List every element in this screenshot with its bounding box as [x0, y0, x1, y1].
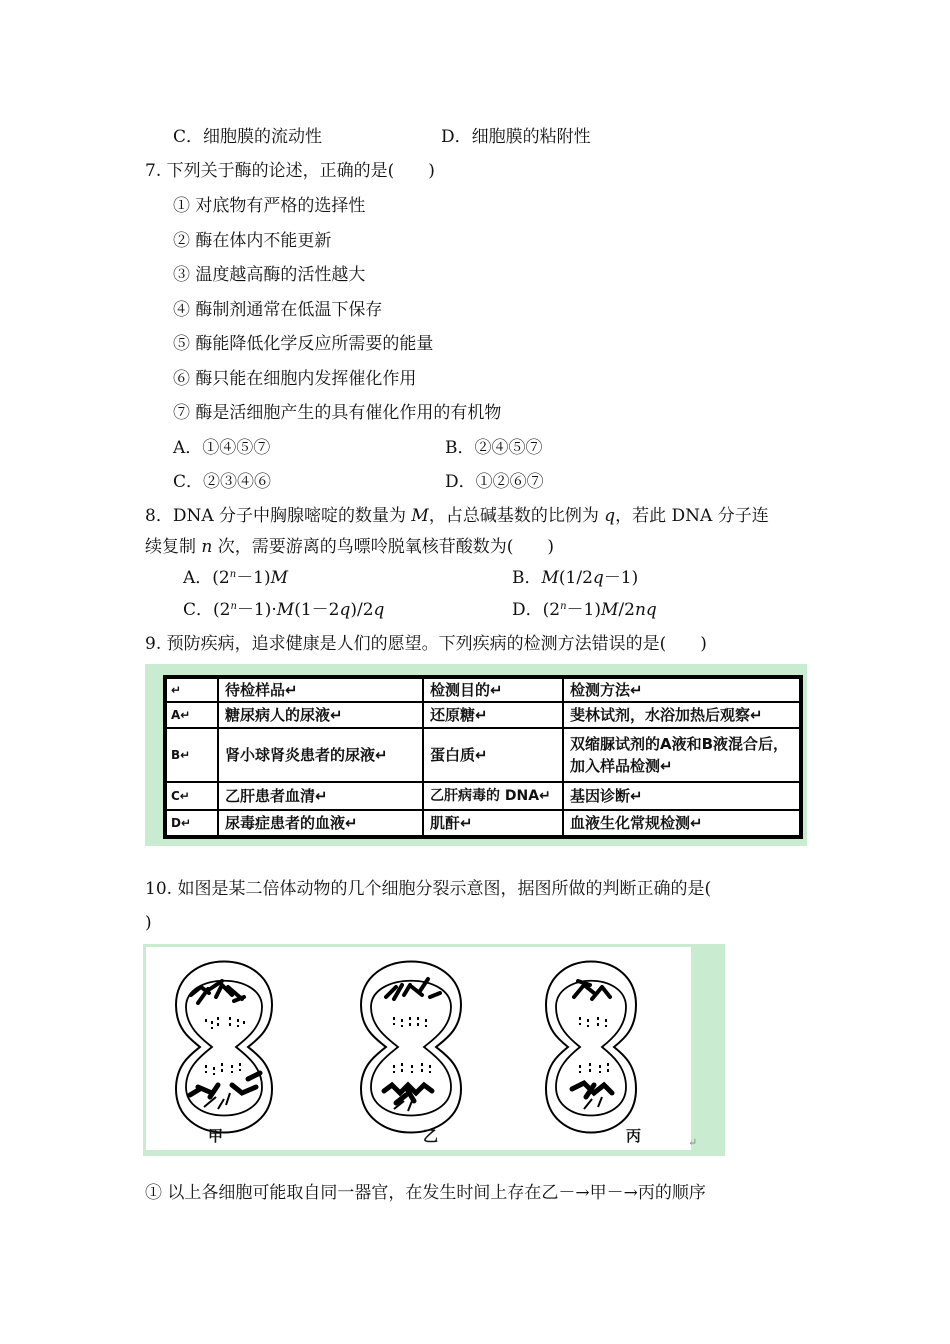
q9-table — [165, 677, 801, 837]
q8-opt-text: )/2 — [350, 600, 374, 620]
table-row — [166, 728, 800, 782]
q8-var-m: M — [541, 568, 559, 588]
q8-opt-text: A．(2 — [183, 568, 230, 588]
cell-division-drawing — [146, 947, 691, 1150]
q8-var-q: q — [373, 600, 385, 620]
table-cell: C↵ — [166, 782, 218, 810]
figure-canvas — [146, 947, 691, 1150]
table-cell: 血液生化常规检测↵ — [563, 810, 800, 836]
q7-item-5: ⑤ 酶能降低化学反应所需要的能量 — [173, 334, 434, 354]
cell-yi-drawing — [361, 962, 461, 1133]
q7-item-6: ⑥ 酶只能在细胞内发挥催化作用 — [173, 369, 417, 389]
q8-stem-text: ，占总碱基数的比例为 — [428, 506, 605, 526]
q8-opt-text: －1) — [603, 568, 639, 588]
q8-option-c — [183, 598, 384, 622]
table-cell: 双缩脲试剂的A液和B液混合后，加入样品检测↵ — [563, 728, 800, 782]
q8-stem-text: 次，需要游离的鸟嘌呤脱氧核苷酸数为( ) — [212, 537, 555, 557]
q9-table-image — [145, 664, 807, 846]
table-header-cell: 待检样品↵ — [218, 678, 423, 702]
q8-var-m: M — [270, 568, 289, 588]
q8-exp-n: n — [229, 569, 237, 580]
table-header-cell: 检测目的↵ — [423, 678, 563, 702]
q7-item-4: ④ 酶制剂通常在低温下保存 — [173, 300, 383, 320]
q8-opt-text: C．(2 — [183, 600, 231, 620]
q9-table-frame — [163, 675, 803, 839]
q8-stem-text: 续复制 — [145, 537, 202, 557]
q6-option-d: D．细胞膜的粘附性 — [441, 127, 591, 147]
q8-stem-text: 8．DNA 分子中胸腺嘧啶的数量为 — [145, 506, 412, 526]
table-row — [166, 782, 800, 810]
q8-exp-n: n — [560, 601, 567, 612]
q10-statement-1: ① 以上各细胞可能取自同一器官，在发生时间上存在乙－→甲－→丙的顺序 — [145, 1183, 706, 1203]
q8-opt-text: D．(2 — [512, 600, 561, 620]
q8-option-a — [183, 566, 288, 590]
q8-opt-text: －1) — [236, 568, 271, 588]
table-cell: 糖尿病人的尿液↵ — [218, 702, 423, 728]
q8-opt-text: －1) — [566, 600, 601, 620]
table-cell: 基因诊断↵ — [563, 782, 800, 810]
table-header-row — [166, 678, 800, 702]
q8-exp-n: n — [230, 601, 237, 612]
figure-label-bing: 丙 — [626, 1127, 642, 1145]
table-cell: D↵ — [166, 810, 218, 836]
q8-stem-line-2 — [145, 535, 554, 559]
figure-label-jia: 甲 — [208, 1127, 224, 1145]
q8-opt-text: B． — [512, 568, 542, 588]
q8-option-b — [512, 566, 638, 590]
q7-stem: 7. 下列关于酶的论述，正确的是( ) — [145, 161, 435, 181]
table-header-cell: ↵ — [166, 678, 218, 702]
q6-option-c: C．细胞膜的流动性 — [173, 127, 323, 147]
table-cell: 斐林试剂，水浴加热后观察↵ — [563, 702, 800, 728]
table-row — [166, 702, 800, 728]
q8-var-q: q — [339, 600, 351, 620]
q7-option-c: C．②③④⑥ — [173, 472, 272, 492]
table-cell: 还原糖↵ — [423, 702, 563, 728]
q8-var-m: M — [276, 600, 295, 620]
q8-var-n: n — [201, 537, 213, 557]
table-header-cell: 检测方法↵ — [563, 678, 800, 702]
q7-option-b: B．②④⑤⑦ — [445, 438, 543, 458]
table-cell: 乙肝患者血清↵ — [218, 782, 423, 810]
q7-item-1: ① 对底物有严格的选择性 — [173, 196, 366, 216]
cell-jia-drawing — [176, 962, 272, 1133]
q8-stem-text: ，若此 DNA 分子连 — [615, 506, 769, 526]
q10-stem-line-1: 10. 如图是某二倍体动物的几个细胞分裂示意图，据图所做的判断正确的是( — [145, 879, 712, 899]
table-cell: 肌酐↵ — [423, 810, 563, 836]
q8-var-q: q — [592, 568, 604, 588]
cell-bing-drawing — [546, 962, 636, 1133]
q8-opt-text: /2 — [618, 600, 635, 620]
q8-opt-text: －1)· — [236, 600, 277, 620]
q7-item-3: ③ 温度越高酶的活性越大 — [173, 265, 366, 285]
q9-stem: 9. 预防疾病，追求健康是人们的愿望。下列疾病的检测方法错误的是( ) — [145, 634, 707, 654]
q7-option-d: D．①②⑥⑦ — [445, 472, 544, 492]
table-row — [166, 810, 800, 836]
table-cell: 肾小球肾炎患者的尿液↵ — [218, 728, 423, 782]
q8-opt-text: (1－2 — [294, 600, 340, 620]
q8-var-nq: nq — [634, 600, 657, 620]
table-cell: A↵ — [166, 702, 218, 728]
cell-division-figure — [143, 944, 725, 1156]
q7-option-a: A．①④⑤⑦ — [173, 438, 271, 458]
q8-var-m: M — [411, 506, 429, 526]
table-cell: 乙肝病毒的 DNA↵ — [423, 782, 563, 810]
q8-var-m: M — [600, 600, 619, 620]
q8-opt-text: (1/2 — [558, 568, 593, 588]
figure-label-yi: 乙 — [423, 1127, 439, 1145]
q8-var-q: q — [604, 506, 616, 526]
table-cell: B↵ — [166, 728, 218, 782]
table-cell: 尿毒症患者的血液↵ — [218, 810, 423, 836]
q10-stem-line-2: ) — [145, 913, 152, 933]
q7-item-7: ⑦ 酶是活细胞产生的具有催化作用的有机物 — [173, 403, 502, 423]
q7-item-2: ② 酶在体内不能更新 — [173, 231, 332, 251]
return-mark-icon: ↵ — [688, 1136, 698, 1149]
q8-option-d — [512, 598, 657, 622]
table-cell: 蛋白质↵ — [423, 728, 563, 782]
q8-stem-line-1 — [145, 504, 769, 528]
